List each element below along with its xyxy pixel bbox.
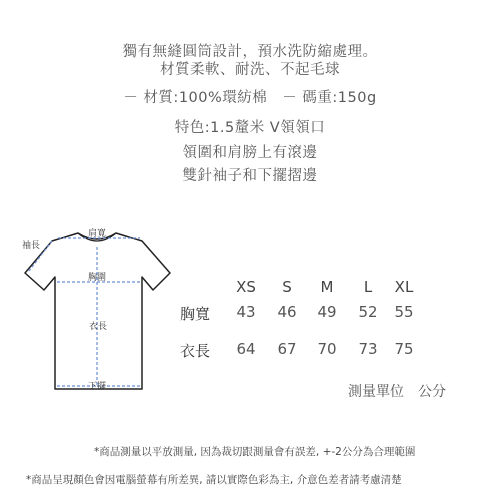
desc-line-4: 特色:1.5釐米 V領領口: [174, 120, 326, 136]
desc-line-2: 材質柔軟、耐洗、不起毛球: [160, 62, 340, 78]
table-cell: 64: [236, 340, 256, 358]
label-chest: 胸圍: [88, 273, 107, 283]
label-hem: 下擺: [88, 382, 107, 392]
size-header-s: S: [282, 278, 292, 296]
note-color: *商品呈現顏色會因電腦螢幕有所差異, 請以實際色彩為主, 介意色差者請考慮清楚: [26, 474, 402, 486]
row-label-length: 衣長: [180, 342, 211, 360]
table-cell: 55: [394, 303, 414, 321]
desc-line-3: － 材質:100%環紡棉 － 碼重:150g: [123, 90, 377, 106]
desc-line-1: 獨有無縫圓筒設計，預水洗防縮處理。: [122, 44, 378, 60]
table-cell: 52: [358, 303, 378, 321]
table-cell: 46: [277, 303, 297, 321]
table-cell: 73: [358, 340, 378, 358]
table-cell: 67: [277, 340, 297, 358]
desc-line-5: 領圍和肩膀上有滾邊: [182, 145, 318, 161]
label-sleeve: 袖長: [22, 241, 41, 251]
note-measurement: *商品測量以平放測量, 因為裁切跟測量會有誤差, +-2公分為合理範圍: [94, 446, 416, 458]
measurement-unit: 測量單位 公分: [348, 384, 446, 400]
size-header-xs: XS: [236, 278, 256, 296]
size-header-xl: XL: [394, 278, 414, 296]
size-header-m: M: [320, 278, 334, 296]
table-cell: 70: [317, 340, 337, 358]
table-cell: 75: [394, 340, 414, 358]
tshirt-diagram: [0, 215, 180, 400]
table-cell: 43: [236, 303, 256, 321]
size-header-l: L: [363, 278, 373, 296]
desc-line-6: 雙針袖子和下擺摺邊: [182, 168, 318, 184]
row-label-chest: 胸寬: [180, 305, 211, 323]
label-length: 衣長: [89, 322, 108, 332]
table-cell: 49: [317, 303, 337, 321]
label-shoulder: 肩寬: [88, 229, 107, 239]
